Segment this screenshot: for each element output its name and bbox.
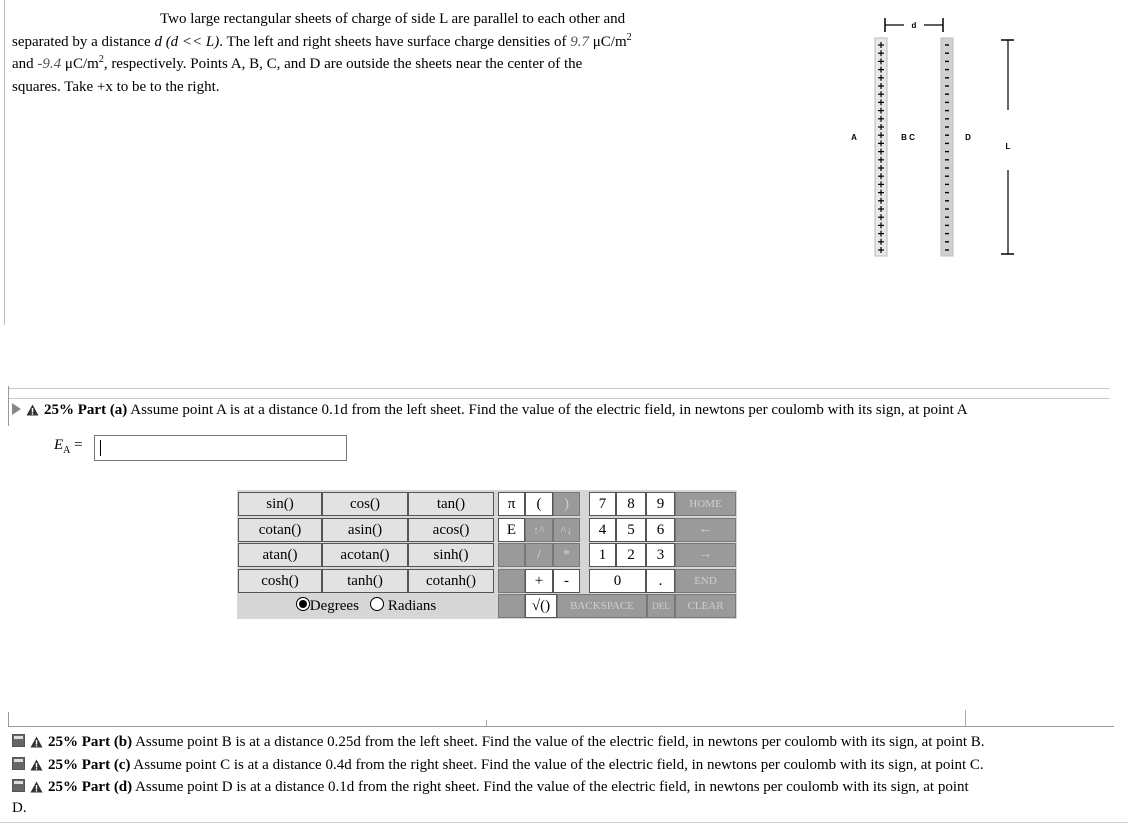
- part-a-left-border: [8, 386, 9, 426]
- asin-button[interactable]: asin(): [322, 518, 408, 542]
- label-D: D: [965, 133, 971, 142]
- digit-2-button[interactable]: 2: [616, 543, 646, 567]
- degrees-radio[interactable]: [296, 597, 310, 611]
- part-b-header[interactable]: [12, 734, 985, 751]
- part-d-header[interactable]: [12, 779, 969, 796]
- part-a-header[interactable]: [12, 402, 968, 419]
- divider-tick-2: [965, 710, 966, 726]
- label-BC: B C: [901, 133, 915, 142]
- cosh-button[interactable]: cosh(): [238, 569, 322, 593]
- pi-button[interactable]: π: [498, 492, 525, 516]
- warning-icon: [26, 404, 39, 416]
- parts-separator: [8, 726, 1114, 727]
- expand-triangle-icon[interactable]: [12, 403, 21, 415]
- digit-4-button[interactable]: 4: [589, 518, 616, 542]
- answer-label: [54, 437, 83, 456]
- label-A: A: [851, 133, 857, 142]
- distance-var: d (d << L): [154, 33, 220, 50]
- label-d: d: [911, 21, 917, 30]
- backspace-button[interactable]: BACKSPACE: [557, 594, 647, 618]
- answer-input[interactable]: [94, 435, 347, 461]
- problem-line-4: squares. Take +x to be to the right.: [12, 78, 220, 95]
- atan-button[interactable]: atan(): [238, 543, 322, 567]
- cos-button[interactable]: cos(): [322, 492, 408, 516]
- up-arrow-button[interactable]: ↑^: [525, 518, 553, 542]
- digit-3-button[interactable]: 3: [646, 543, 675, 567]
- parts-left-border: [8, 712, 9, 727]
- blank-key-3: [498, 594, 525, 618]
- problem-statement: [12, 8, 732, 98]
- sqrt-button[interactable]: √(): [525, 594, 557, 618]
- radians-radio[interactable]: [370, 597, 384, 611]
- blank-key-1: [498, 543, 525, 567]
- multiply-button[interactable]: *: [553, 543, 580, 567]
- divide-button[interactable]: /: [525, 543, 553, 567]
- part-a-text: Assume point A is at a distance 0.1d from the left sheet. Find the value of the electric field, in newtons per coulomb with its sign, at point A: [130, 402, 968, 418]
- warning-icon: [30, 781, 43, 793]
- acos-button[interactable]: acos(): [408, 518, 494, 542]
- label-L: L: [1005, 142, 1011, 151]
- digit-8-button[interactable]: 8: [616, 492, 646, 516]
- sin-button[interactable]: sin(): [238, 492, 322, 516]
- unit-2: μC/m: [64, 56, 99, 72]
- minus-button[interactable]: -: [553, 569, 580, 593]
- acotan-button[interactable]: acotan(): [322, 543, 408, 567]
- warning-icon: [30, 736, 43, 748]
- part-c-text: Assume point C is at a distance 0.4d from the right sheet. Find the value of the electric field, in newtons per coulomb with its sign, at point C.: [133, 757, 984, 773]
- end-button[interactable]: END: [675, 569, 736, 593]
- sinh-button[interactable]: sinh(): [408, 543, 494, 567]
- calculator-keypad: [237, 490, 737, 619]
- problem-line-3: and -9.4 $\mu C/m^2$, respectively. Points A, B, C, and D are outside the sheets near the center of the: [12, 54, 583, 72]
- part-b-percent: 25% Part (b): [48, 734, 133, 750]
- line2-mid: . The left and right sheets have surface charge densities of: [219, 33, 571, 50]
- part-c-percent: 25% Part (c): [48, 757, 131, 773]
- warning-icon: [30, 759, 43, 771]
- collapsed-box-icon[interactable]: [12, 734, 25, 747]
- part-d-text-wrap: D.: [12, 800, 27, 816]
- part-d-text: Assume point D is at a distance 0.1d from the right sheet. Find the value of the electric field, in newtons per coulomb with its sign, at point: [135, 779, 969, 795]
- text-caret: [100, 440, 101, 456]
- part-d-percent: 25% Part (d): [48, 779, 133, 795]
- divider-tick-1: [486, 720, 487, 726]
- part-a-separator: [8, 388, 1110, 389]
- left-arrow-button[interactable]: ←: [675, 518, 736, 542]
- bottom-border: [0, 822, 1128, 823]
- collapsed-box-icon[interactable]: [12, 779, 25, 792]
- line3-pre: and: [12, 56, 38, 72]
- open-paren-button[interactable]: (: [525, 492, 553, 516]
- right-arrow-button[interactable]: →: [675, 543, 736, 567]
- e-button[interactable]: E: [498, 518, 525, 542]
- digit-9-button[interactable]: 9: [646, 492, 675, 516]
- clear-button[interactable]: CLEAR: [675, 594, 736, 618]
- digit-1-button[interactable]: 1: [589, 543, 616, 567]
- tanh-button[interactable]: tanh(): [322, 569, 408, 593]
- part-b-text: Assume point B is at a distance 0.25d from the left sheet. Find the value of the electric field, in newtons per coulomb with its sign, at point B.: [135, 734, 985, 750]
- sheets-diagram: [838, 12, 1028, 262]
- sigma-left-value: 9.7: [570, 33, 589, 50]
- tan-button[interactable]: tan(): [408, 492, 494, 516]
- cotan-button[interactable]: cotan(): [238, 518, 322, 542]
- collapsed-box-icon[interactable]: [12, 757, 25, 770]
- line2-pre: separated by a distance: [12, 33, 155, 50]
- right-sheet: [941, 38, 953, 256]
- part-c-header[interactable]: [12, 757, 984, 774]
- cotanh-button[interactable]: cotanh(): [408, 569, 494, 593]
- answer-equals: =: [74, 437, 83, 453]
- digit-6-button[interactable]: 6: [646, 518, 675, 542]
- left-border: [4, 0, 5, 325]
- answer-label-sub: A: [63, 445, 71, 456]
- plus-button[interactable]: +: [525, 569, 553, 593]
- problem-line-1: Two large rectangular sheets of charge of side L are parallel to each other and: [160, 11, 626, 27]
- digit-7-button[interactable]: 7: [589, 492, 616, 516]
- blank-key-2: [498, 569, 525, 593]
- unit-1: μC/m: [592, 33, 627, 50]
- line3-post: , respectively. Points A, B, C, and D are outside the sheets near the center of the: [103, 56, 583, 72]
- part-a-percent: 25% Part (a): [44, 402, 128, 418]
- close-paren-button[interactable]: ): [553, 492, 580, 516]
- home-button[interactable]: HOME: [675, 492, 736, 516]
- problem-line-2: separated by a distance d (d << L). The left and right sheets have surface charge densities of 9.7 $\mu C/m^2$: [12, 31, 632, 50]
- answer-label-E: E: [54, 437, 64, 453]
- radians-label: Radians: [387, 598, 437, 614]
- digit-0-button[interactable]: 0: [589, 569, 646, 593]
- down-arrow-button[interactable]: ^↓: [553, 518, 580, 542]
- part-a-separator-2: [8, 398, 1110, 399]
- digit-5-button[interactable]: 5: [616, 518, 646, 542]
- del-button[interactable]: DEL: [647, 594, 675, 618]
- sigma-right-value: -9.4: [37, 56, 62, 72]
- angle-mode: [237, 594, 495, 619]
- dot-button[interactable]: .: [646, 569, 675, 593]
- degrees-label: Degrees: [309, 598, 359, 614]
